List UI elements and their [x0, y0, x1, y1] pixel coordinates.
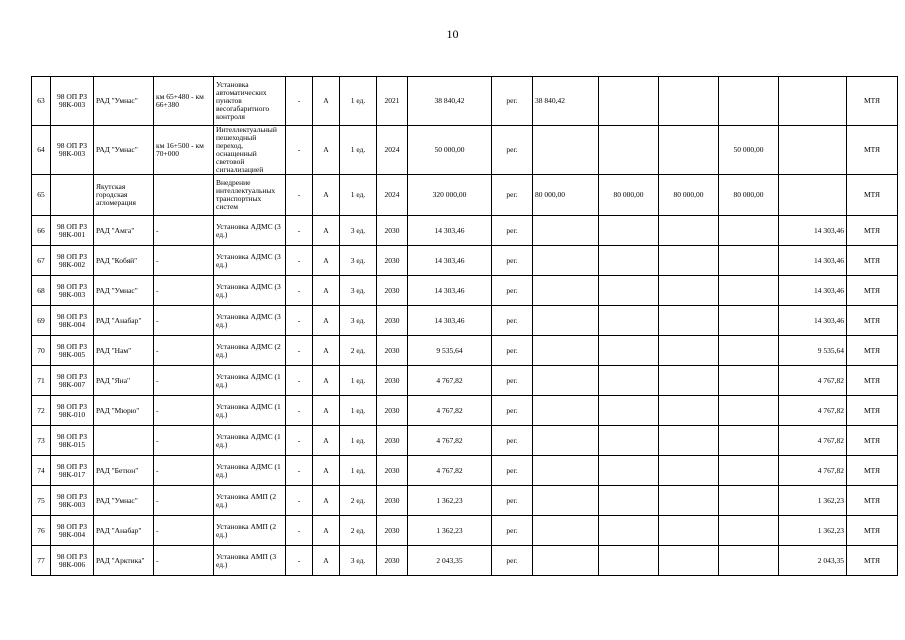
cell-responsible: МТЯ [847, 426, 898, 456]
cell-owner: РАД "Яна" [94, 366, 154, 396]
cell-number: 74 [32, 456, 51, 486]
cell-road-code: 98 ОП РЗ 98К-003 [51, 486, 94, 516]
cell-dash: - [286, 77, 313, 126]
cell-year-col-2 [599, 306, 659, 336]
table-row [32, 426, 898, 456]
cell-description: Установка АМП (3 ед.) [214, 546, 286, 576]
cell-year-col-1 [533, 396, 599, 426]
cell-road-code: 98 ОП РЗ 98К-004 [51, 516, 94, 546]
cell-km [154, 175, 214, 216]
cell-road-code: 98 ОП РЗ 98К-004 [51, 306, 94, 336]
cell-year-col-1 [533, 216, 599, 246]
cell-year-col-5: 4 767,82 [779, 366, 847, 396]
cell-km: - [154, 246, 214, 276]
cell-total-cost: 14 303,46 [408, 216, 492, 246]
cell-category: А [313, 336, 340, 366]
cell-description: Установка АДМС (1 ед.) [214, 426, 286, 456]
table-body [32, 77, 898, 576]
cell-year: 2030 [377, 246, 408, 276]
cell-funding-source: рег. [492, 336, 533, 366]
cell-quantity: 3 ед. [340, 276, 377, 306]
cell-number: 71 [32, 366, 51, 396]
cell-owner [94, 426, 154, 456]
cell-year-col-1 [533, 456, 599, 486]
cell-total-cost: 4 767,82 [408, 366, 492, 396]
cell-km: - [154, 516, 214, 546]
cell-year-col-4 [719, 276, 779, 306]
cell-year-col-4: 80 000,00 [719, 175, 779, 216]
cell-description: Установка АДМС (2 ед.) [214, 336, 286, 366]
table-row [32, 336, 898, 366]
cell-dash: - [286, 516, 313, 546]
cell-km: - [154, 426, 214, 456]
cell-year-col-1 [533, 306, 599, 336]
cell-km: - [154, 336, 214, 366]
table-row [32, 306, 898, 336]
cell-category: А [313, 366, 340, 396]
cell-category: А [313, 175, 340, 216]
cell-funding-source: рег. [492, 396, 533, 426]
cell-dash: - [286, 336, 313, 366]
cell-year-col-3 [659, 246, 719, 276]
cell-owner: РАД "Кобяй" [94, 246, 154, 276]
cell-responsible: МТЯ [847, 456, 898, 486]
cell-category: А [313, 426, 340, 456]
cell-number: 70 [32, 336, 51, 366]
cell-road-code: 98 ОП РЗ 98К-002 [51, 246, 94, 276]
cell-year-col-1 [533, 516, 599, 546]
cell-responsible: МТЯ [847, 246, 898, 276]
cell-number: 76 [32, 516, 51, 546]
cell-year: 2030 [377, 516, 408, 546]
cell-responsible: МТЯ [847, 126, 898, 175]
cell-year-col-2 [599, 546, 659, 576]
cell-responsible: МТЯ [847, 336, 898, 366]
cell-category: А [313, 396, 340, 426]
cell-km: - [154, 546, 214, 576]
table-row [32, 546, 898, 576]
cell-funding-source: рег. [492, 546, 533, 576]
page-number: 10 [446, 27, 459, 41]
cell-number: 69 [32, 306, 51, 336]
table-row [32, 246, 898, 276]
cell-total-cost: 2 043,35 [408, 546, 492, 576]
cell-funding-source: рег. [492, 126, 533, 175]
cell-owner: РАД "Анабар" [94, 516, 154, 546]
cell-responsible: МТЯ [847, 486, 898, 516]
cell-year-col-4 [719, 77, 779, 126]
cell-road-code: 98 ОП РЗ 98К-010 [51, 396, 94, 426]
cell-funding-source: рег. [492, 306, 533, 336]
cell-number: 77 [32, 546, 51, 576]
cell-quantity: 3 ед. [340, 306, 377, 336]
cell-year-col-1: 38 840,42 [533, 77, 599, 126]
cell-number: 75 [32, 486, 51, 516]
cell-number: 67 [32, 246, 51, 276]
cell-category: А [313, 126, 340, 175]
cell-year-col-2 [599, 396, 659, 426]
table-row [32, 77, 898, 126]
cell-km: - [154, 396, 214, 426]
cell-year-col-4 [719, 426, 779, 456]
cell-dash: - [286, 456, 313, 486]
table-row [32, 276, 898, 306]
cell-quantity: 1 ед. [340, 396, 377, 426]
cell-quantity: 1 ед. [340, 77, 377, 126]
cell-total-cost: 320 000,00 [408, 175, 492, 216]
cell-year-col-5: 14 303,46 [779, 246, 847, 276]
cell-total-cost: 50 000,00 [408, 126, 492, 175]
cell-year-col-1 [533, 246, 599, 276]
cell-responsible: МТЯ [847, 216, 898, 246]
cell-owner: РАД "Умнас" [94, 126, 154, 175]
cell-number: 72 [32, 396, 51, 426]
cell-year-col-4 [719, 216, 779, 246]
cell-category: А [313, 486, 340, 516]
cell-number: 65 [32, 175, 51, 216]
cell-quantity: 3 ед. [340, 216, 377, 246]
cell-km: - [154, 216, 214, 246]
cell-quantity: 2 ед. [340, 516, 377, 546]
cell-year-col-4 [719, 306, 779, 336]
cell-responsible: МТЯ [847, 175, 898, 216]
cell-responsible: МТЯ [847, 306, 898, 336]
cell-year-col-1 [533, 426, 599, 456]
table-row [32, 366, 898, 396]
cell-description: Установка АДМС (1 ед.) [214, 396, 286, 426]
cell-year-col-5: 4 767,82 [779, 396, 847, 426]
cell-year-col-2 [599, 456, 659, 486]
cell-year-col-5: 1 362,23 [779, 486, 847, 516]
cell-description: Установка АДМС (3 ед.) [214, 276, 286, 306]
cell-year-col-4 [719, 396, 779, 426]
cell-category: А [313, 77, 340, 126]
cell-year-col-3 [659, 336, 719, 366]
cell-description: Установка АМП (2 ед.) [214, 486, 286, 516]
cell-year-col-3 [659, 306, 719, 336]
cell-year-col-5 [779, 175, 847, 216]
cell-funding-source: рег. [492, 516, 533, 546]
cell-year: 2030 [377, 336, 408, 366]
cell-funding-source: рег. [492, 486, 533, 516]
table-row [32, 486, 898, 516]
table-row [32, 516, 898, 546]
projects-table [31, 76, 898, 576]
cell-dash: - [286, 486, 313, 516]
cell-quantity: 1 ед. [340, 175, 377, 216]
cell-year-col-2 [599, 126, 659, 175]
cell-year-col-5: 14 303,46 [779, 276, 847, 306]
cell-year-col-5: 2 043,35 [779, 546, 847, 576]
cell-category: А [313, 456, 340, 486]
cell-description: Установка АДМС (3 ед.) [214, 306, 286, 336]
cell-owner: РАД "Умнас" [94, 276, 154, 306]
cell-year-col-3 [659, 486, 719, 516]
cell-responsible: МТЯ [847, 516, 898, 546]
cell-total-cost: 14 303,46 [408, 306, 492, 336]
cell-funding-source: рег. [492, 246, 533, 276]
cell-year-col-1 [533, 336, 599, 366]
cell-funding-source: рег. [492, 216, 533, 246]
cell-owner: РАД "Мюрю" [94, 396, 154, 426]
cell-year: 2030 [377, 306, 408, 336]
cell-dash: - [286, 396, 313, 426]
cell-year: 2024 [377, 126, 408, 175]
cell-road-code: 98 ОП РЗ 98К-005 [51, 336, 94, 366]
cell-year-col-5: 14 303,46 [779, 306, 847, 336]
cell-year-col-2 [599, 276, 659, 306]
cell-funding-source: рег. [492, 77, 533, 126]
cell-dash: - [286, 306, 313, 336]
cell-category: А [313, 516, 340, 546]
table-row [32, 456, 898, 486]
cell-year-col-1 [533, 126, 599, 175]
cell-year-col-4 [719, 336, 779, 366]
cell-total-cost: 9 535,64 [408, 336, 492, 366]
cell-year-col-5: 1 362,23 [779, 516, 847, 546]
cell-year: 2030 [377, 426, 408, 456]
table-row [32, 126, 898, 175]
cell-category: А [313, 246, 340, 276]
cell-year-col-3 [659, 366, 719, 396]
cell-quantity: 1 ед. [340, 126, 377, 175]
cell-year-col-5 [779, 77, 847, 126]
cell-description: Установка АДМС (1 ед.) [214, 366, 286, 396]
cell-year-col-5 [779, 126, 847, 175]
cell-road-code [51, 175, 94, 216]
cell-dash: - [286, 175, 313, 216]
cell-road-code: 98 ОП РЗ 98К-017 [51, 456, 94, 486]
cell-year-col-2 [599, 486, 659, 516]
cell-year-col-3 [659, 276, 719, 306]
cell-number: 63 [32, 77, 51, 126]
cell-quantity: 2 ед. [340, 486, 377, 516]
table-row [32, 175, 898, 216]
cell-year-col-3 [659, 126, 719, 175]
cell-km: - [154, 486, 214, 516]
cell-year: 2030 [377, 396, 408, 426]
cell-year-col-1: 80 000,00 [533, 175, 599, 216]
cell-year: 2030 [377, 216, 408, 246]
cell-year-col-1 [533, 486, 599, 516]
cell-road-code: 98 ОП РЗ 98К-001 [51, 216, 94, 246]
cell-year: 2030 [377, 546, 408, 576]
cell-year-col-2 [599, 77, 659, 126]
cell-year-col-2 [599, 336, 659, 366]
cell-dash: - [286, 546, 313, 576]
cell-quantity: 3 ед. [340, 246, 377, 276]
cell-description: Установка АМП (2 ед.) [214, 516, 286, 546]
cell-funding-source: рег. [492, 276, 533, 306]
cell-owner: РАД "Бетюн" [94, 456, 154, 486]
cell-year-col-2 [599, 426, 659, 456]
cell-km: - [154, 456, 214, 486]
cell-category: А [313, 216, 340, 246]
cell-total-cost: 14 303,46 [408, 276, 492, 306]
cell-year-col-5: 4 767,82 [779, 456, 847, 486]
cell-funding-source: рег. [492, 175, 533, 216]
cell-km: - [154, 366, 214, 396]
cell-year-col-3 [659, 77, 719, 126]
cell-owner: РАД "Умнас" [94, 486, 154, 516]
cell-total-cost: 1 362,23 [408, 486, 492, 516]
cell-year-col-5: 9 535,64 [779, 336, 847, 366]
cell-year-col-3: 80 000,00 [659, 175, 719, 216]
cell-number: 64 [32, 126, 51, 175]
cell-year-col-4 [719, 456, 779, 486]
table-row [32, 396, 898, 426]
cell-responsible: МТЯ [847, 396, 898, 426]
cell-quantity: 2 ед. [340, 336, 377, 366]
cell-owner: Якутская городская агломерация [94, 175, 154, 216]
cell-total-cost: 38 840,42 [408, 77, 492, 126]
cell-road-code: 98 ОП РЗ 98К-003 [51, 126, 94, 175]
cell-responsible: МТЯ [847, 366, 898, 396]
cell-year-col-1 [533, 366, 599, 396]
cell-road-code: 98 ОП РЗ 98К-006 [51, 546, 94, 576]
cell-km: - [154, 306, 214, 336]
cell-responsible: МТЯ [847, 276, 898, 306]
cell-year: 2030 [377, 276, 408, 306]
cell-funding-source: рег. [492, 426, 533, 456]
cell-dash: - [286, 246, 313, 276]
cell-year-col-4 [719, 546, 779, 576]
cell-year-col-2 [599, 366, 659, 396]
cell-funding-source: рег. [492, 366, 533, 396]
cell-total-cost: 4 767,82 [408, 426, 492, 456]
cell-description: Установка АДМС (1 ед.) [214, 456, 286, 486]
cell-km: - [154, 276, 214, 306]
cell-year-col-4 [719, 516, 779, 546]
cell-year-col-1 [533, 546, 599, 576]
cell-category: А [313, 546, 340, 576]
cell-km: км 65+480 - км 66+380 [154, 77, 214, 126]
cell-description: Установка АДМС (3 ед.) [214, 216, 286, 246]
cell-year-col-1 [533, 276, 599, 306]
cell-owner: РАД "Арктика" [94, 546, 154, 576]
cell-road-code: 98 ОП РЗ 98К-003 [51, 77, 94, 126]
cell-description: Внедрение интеллектуальных транспортных систем [214, 175, 286, 216]
cell-category: А [313, 306, 340, 336]
cell-dash: - [286, 126, 313, 175]
cell-responsible: МТЯ [847, 77, 898, 126]
cell-year: 2030 [377, 486, 408, 516]
cell-year: 2030 [377, 366, 408, 396]
cell-year-col-3 [659, 546, 719, 576]
cell-category: А [313, 276, 340, 306]
cell-description: Установка автоматических пунктов весогабаритного контроля [214, 77, 286, 126]
cell-quantity: 3 ед. [340, 546, 377, 576]
cell-year-col-3 [659, 396, 719, 426]
cell-year-col-2 [599, 516, 659, 546]
cell-quantity: 1 ед. [340, 366, 377, 396]
cell-road-code: 98 ОП РЗ 98К-003 [51, 276, 94, 306]
cell-year-col-4: 50 000,00 [719, 126, 779, 175]
cell-number: 66 [32, 216, 51, 246]
cell-year-col-3 [659, 426, 719, 456]
cell-total-cost: 14 303,46 [408, 246, 492, 276]
cell-dash: - [286, 276, 313, 306]
cell-description: Интеллектуальный пешеходный переход, оснащенный световой сигнализацией [214, 126, 286, 175]
cell-dash: - [286, 426, 313, 456]
cell-year-col-5: 4 767,82 [779, 426, 847, 456]
cell-year-col-5: 14 303,46 [779, 216, 847, 246]
cell-total-cost: 4 767,82 [408, 396, 492, 426]
cell-description: Установка АДМС (3 ед.) [214, 246, 286, 276]
table-row [32, 216, 898, 246]
cell-year-col-2: 80 000,00 [599, 175, 659, 216]
cell-year-col-3 [659, 216, 719, 246]
cell-number: 68 [32, 276, 51, 306]
cell-dash: - [286, 216, 313, 246]
cell-owner: РАД "Нам" [94, 336, 154, 366]
cell-quantity: 1 ед. [340, 456, 377, 486]
cell-road-code: 98 ОП РЗ 98К-015 [51, 426, 94, 456]
cell-total-cost: 4 767,82 [408, 456, 492, 486]
cell-road-code: 98 ОП РЗ 98К-007 [51, 366, 94, 396]
cell-owner: РАД "Умнас" [94, 77, 154, 126]
cell-funding-source: рег. [492, 456, 533, 486]
cell-km: км 16+500 - км 70+000 [154, 126, 214, 175]
cell-year: 2030 [377, 456, 408, 486]
cell-year-col-3 [659, 456, 719, 486]
cell-year-col-4 [719, 246, 779, 276]
cell-total-cost: 1 362,23 [408, 516, 492, 546]
cell-year-col-4 [719, 366, 779, 396]
cell-year: 2024 [377, 175, 408, 216]
cell-number: 73 [32, 426, 51, 456]
cell-year: 2021 [377, 77, 408, 126]
cell-responsible: МТЯ [847, 546, 898, 576]
cell-year-col-4 [719, 486, 779, 516]
cell-year-col-2 [599, 246, 659, 276]
cell-dash: - [286, 366, 313, 396]
cell-quantity: 1 ед. [340, 426, 377, 456]
cell-owner: РАД "Амга" [94, 216, 154, 246]
cell-year-col-3 [659, 516, 719, 546]
cell-owner: РАД "Анабар" [94, 306, 154, 336]
cell-year-col-2 [599, 216, 659, 246]
